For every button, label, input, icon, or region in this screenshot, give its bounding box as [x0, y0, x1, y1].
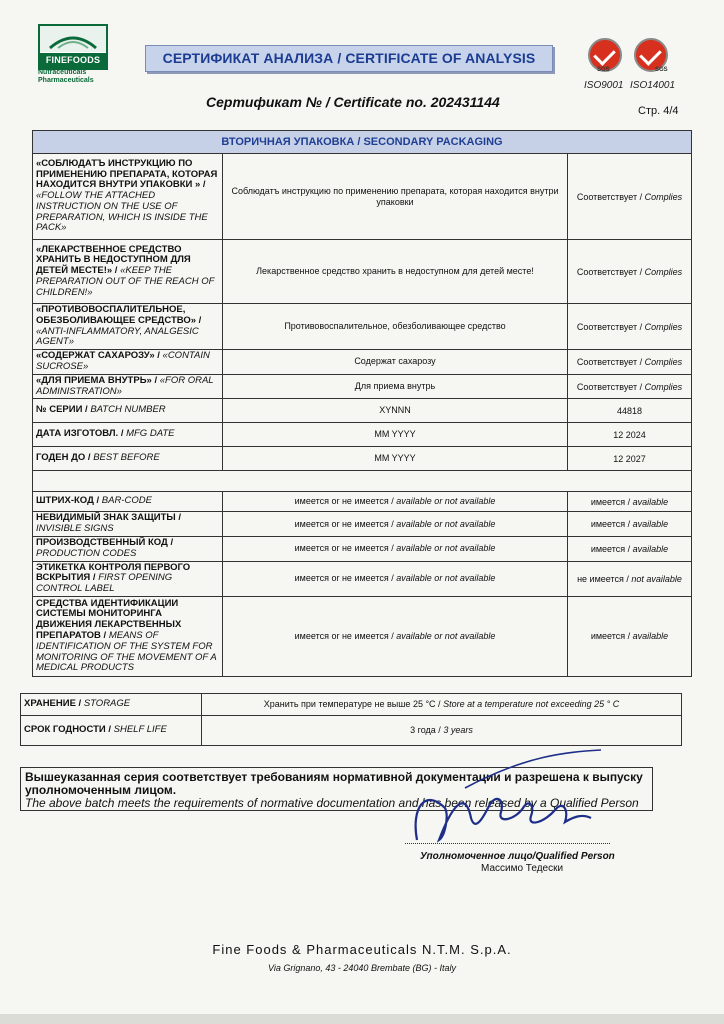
logo-emblem [40, 26, 106, 52]
sgs-label-1: SGS [597, 67, 610, 73]
spec-en: available or not available [396, 573, 496, 584]
table-row [33, 512, 692, 537]
result-en: Complies [644, 356, 683, 367]
title-banner [145, 45, 553, 72]
result-ru: имеется / [590, 519, 631, 530]
table-row [33, 423, 692, 447]
result-ru: Соответствует / [576, 321, 643, 332]
footer-company: Fine Foods & Pharmaceuticals N.T.M. S.p.A. [212, 942, 512, 957]
spec-ru: имеется or не имеется / [294, 496, 394, 507]
result-value: 12 2024 [568, 423, 692, 447]
storage-row [21, 694, 682, 716]
label-en: «ANTI-INFLAMMATORY, ANALGESIC AGENT» [36, 325, 199, 348]
label-en: FIRST OPENING CONTROL LABEL [36, 572, 173, 595]
iso9001-text: ISO9001 [584, 80, 624, 91]
storage-value-en: Store at a temperature not exceeding 25 ° C [443, 699, 620, 709]
result-en: Complies [644, 191, 683, 202]
storage-label-en: STORAGE [83, 698, 131, 710]
spec-value: Соблюдатъ инструкцию по применению препарата, которая находится внутри упаковки [223, 154, 568, 240]
label-ru: ПРОИЗВОДСТВЕННЫЙ КОД / [36, 536, 174, 548]
table-row [33, 561, 692, 596]
label-en: «KEEP THE PREPARATION OUT OF THE REACH OF CHILDREN!» [36, 265, 215, 298]
table-row [33, 399, 692, 423]
table-row [33, 596, 692, 676]
label-en: MFG DATE [126, 428, 175, 440]
result-ru: Соответствует / [576, 381, 643, 392]
label-en: «FOLLOW THE ATTACHED INSTRUCTION ON THE USE OF PREPARATION, WHICH IS INSIDE THE PACK» [36, 190, 208, 234]
label-en: «FOR ORAL ADMINISTRATION» [36, 374, 214, 397]
document-title: СЕРТИФИКАТ АНАЛИЗА / CERTIFICATE OF ANALYSIS [162, 50, 536, 66]
release-statement-en: The above batch meets the requirements of normative documentation and has been released by a Qualified Person [25, 796, 639, 810]
spec-ru: имеется or не имеется / [294, 518, 394, 529]
label-en: BEST BEFORE [93, 452, 160, 464]
label-en: PRODUCTION CODES [36, 547, 137, 559]
release-statement-ru: Вышеуказанная серия соответствует требованиям нормативной документации и разрешена к выпуску уполномоченным лицом. [25, 770, 643, 797]
label-en: INVISIBLE SIGNS [36, 523, 114, 535]
spec-value: XYNNN [223, 399, 568, 423]
spec-value: Содержат сахарозу [223, 350, 568, 375]
label-ru: ГОДЕН ДО / [36, 452, 91, 464]
scan-edge [0, 1014, 724, 1024]
label-en: BAR-CODE [101, 495, 152, 507]
label-ru: ШТРИХ-КОД / [36, 495, 100, 507]
storage-value-ru: Хранить при температуре не выше 25 °C / [263, 699, 441, 709]
label-ru: ДАТА ИЗГОТОВЛ. / [36, 428, 124, 440]
secondary-packaging-table [32, 130, 692, 677]
result-en: not available [631, 573, 682, 584]
spec-ru: имеется or не имеется / [294, 543, 394, 554]
result-en: available [632, 543, 669, 554]
spec-value: Противовоспалительное, обезболивающее средство [223, 304, 568, 350]
table-row [33, 240, 692, 304]
storage-table [20, 693, 682, 746]
result-ru: Соответствует / [576, 191, 643, 202]
label-ru: «СОДЕРЖАТ САХАРОЗУ» / [36, 350, 160, 362]
page-number: Стр. 4/4 [638, 105, 679, 117]
spec-en: available or not available [396, 543, 496, 554]
company-logo [38, 24, 108, 70]
qualified-person-name: Массимо Тедески [481, 863, 564, 874]
shelf-life-row [21, 716, 682, 746]
result-en: Complies [644, 321, 683, 332]
table-row [33, 447, 692, 471]
label-ru: «ПРОТИВОВОСПАЛИТЕЛЬНОЕ, ОБЕЗБОЛИВАЮЩЕЕ СРЕДСТВО» / [36, 304, 202, 326]
table-row [33, 304, 692, 350]
result-ru: Соответствует / [576, 356, 643, 367]
result-ru: имеется / [590, 543, 631, 554]
spec-value: Для приема внутрь [223, 374, 568, 399]
qualified-person-role: Уполномоченное лицо/Qualified Person [420, 851, 615, 862]
spec-ru: имеется or не имеется / [294, 573, 394, 584]
spec-ru: имеется or не имеется / [294, 630, 394, 641]
certificate-number: Сертификат № / Certificate no. 202431144 [206, 94, 500, 110]
table-row [33, 492, 692, 512]
shelf-life-label-en: SHELF LIFE [113, 724, 167, 736]
result-en: Complies [644, 381, 683, 392]
label-en: BATCH NUMBER [90, 404, 166, 416]
shelf-life-value-ru: 3 года / [410, 725, 441, 735]
result-en: available [632, 519, 669, 530]
sgs-label-2: SGS [655, 67, 668, 73]
logo-sub2: Pharmaceuticals [38, 77, 94, 84]
storage-label-ru: ХРАНЕНИЕ / [24, 698, 82, 710]
spec-value: MM YYYY [223, 423, 568, 447]
iso14001-text: ISO14001 [630, 80, 676, 91]
signature-line [405, 843, 610, 844]
label-ru: ЭТИКЕТКА КОНТРОЛЯ ПЕРВОГО ВСКРЫТИЯ / [36, 561, 191, 584]
spec-value: MM YYYY [223, 447, 568, 471]
label-ru: «ЛЕКАРСТВЕННОЕ СРЕДСТВО ХРАНИТЬ В НЕДОСТУПНОМ ДЛЯ ДЕТЕЙ МЕСТЕ!» / [36, 243, 191, 277]
spec-value: Лекарственное средство хранить в недоступном для детей месте! [223, 240, 568, 304]
label-ru: НЕВИДИМЫЙ ЗНАК ЗАЩИТЫ / [36, 512, 181, 524]
shelf-life-label-ru: СРОК ГОДНОСТИ / [24, 724, 111, 736]
spacer-row [33, 471, 692, 492]
shelf-life-value-en: 3 years [443, 725, 473, 735]
result-en: available [632, 496, 669, 507]
table-row [33, 154, 692, 240]
result-value: 44818 [568, 399, 692, 423]
spec-en: available or not available [396, 496, 496, 507]
table-row [33, 350, 692, 375]
section-header: ВТОРИЧНАЯ УПАКОВКА / SECONDARY PACKAGING [33, 131, 692, 154]
result-ru: имеется / [590, 496, 631, 507]
label-ru: № СЕРИИ / [36, 404, 88, 416]
result-ru: имеется / [590, 631, 631, 642]
table-row [33, 536, 692, 561]
logo-tagline [38, 69, 94, 85]
label-ru: СРЕДСТВА ИДЕНТИФИКАЦИИ СИСТЕМЫ МОНИТОРИНГА ДВИЖЕНИЯ ЛЕКАРСТВЕННЫХ ПРЕПАРАТОВ / [36, 597, 182, 642]
label-ru: «СОБЛЮДАТЪ ИНСТРУКЦИЮ ПО ПРИМЕНЕНИЮ ПРЕПАРАТА, КОТОРАЯ НАХОДИТСЯ ВНУТРИ УПАКОВКИ » / [36, 157, 218, 191]
label-en: MEANS OF IDENTIFICATION OF THE SYSTEM FOR MONITORING OF THE MOVEMENT OF A MEDICAL PRODUCTS [36, 630, 217, 674]
result-ru: не имеется / [577, 573, 629, 584]
footer-address: Via Grignano, 43 - 24040 Brembate (BG) - Italy [268, 963, 456, 973]
qualified-person-signature [405, 748, 605, 848]
table-row [33, 374, 692, 399]
result-en: available [632, 631, 669, 642]
result-ru: Соответствует / [576, 266, 643, 277]
spec-en: available or not available [396, 518, 496, 529]
result-en: Complies [644, 266, 683, 277]
spec-en: available or not available [396, 630, 496, 641]
logo-sub1: Nutraceuticals [38, 69, 87, 76]
result-value: 12 2027 [568, 447, 692, 471]
label-en: «CONTAIN SUCROSE» [36, 350, 210, 372]
logo-brand: FINEFOODS [40, 53, 106, 68]
label-ru: «ДЛЯ ПРИЕМА ВНУТРЬ» / [36, 374, 158, 386]
